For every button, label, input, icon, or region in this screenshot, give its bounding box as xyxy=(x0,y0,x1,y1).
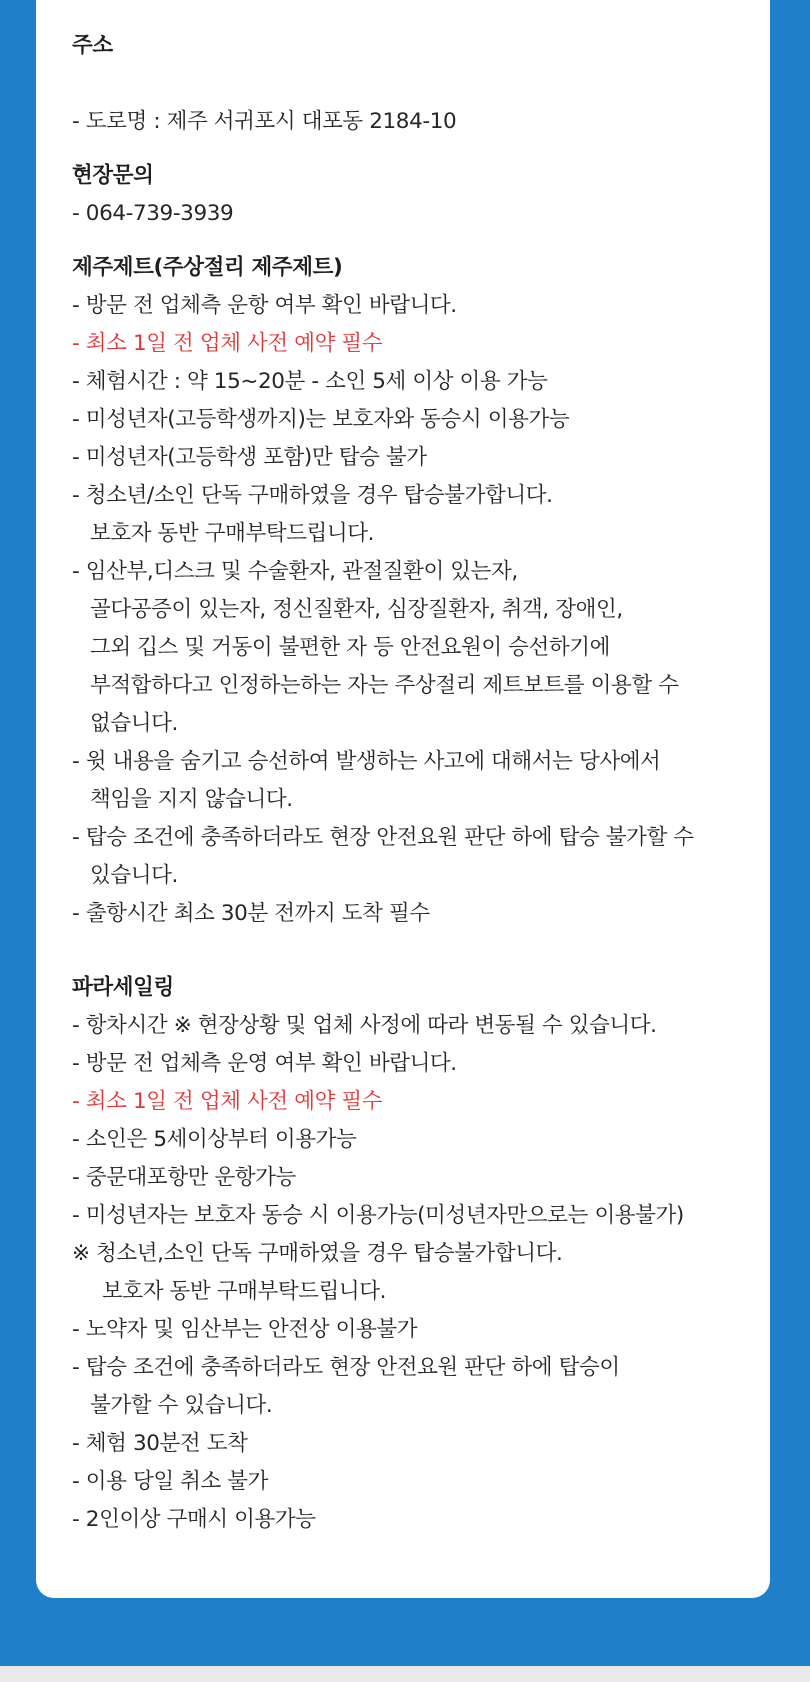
jetboat-line: - 체험시간 : 약 15~20분 - 소인 5세 이상 이용 가능 xyxy=(72,369,548,394)
jetboat-line: - 출항시간 최소 30분 전까지 도착 필수 xyxy=(72,901,430,926)
parasailing-heading: 파라세일링 xyxy=(72,975,174,1000)
jetboat-line: 골다공증이 있는자, 정신질환자, 심장질환자, 취객, 장애인, xyxy=(90,597,623,622)
address-heading: 주소 xyxy=(72,33,113,58)
parasailing-line: ※ 청소년,소인 단독 구매하였을 경우 탑승불가합니다. xyxy=(72,1241,563,1266)
jetboat-line: 부적합하다고 인정하는하는 자는 주상절리 제트보트를 이용할 수 xyxy=(90,673,679,698)
jetboat-line: 없습니다. xyxy=(90,711,178,736)
contact-heading: 현장문의 xyxy=(72,163,154,188)
bottom-bar xyxy=(0,1666,810,1682)
address-road: - 도로명 : 제주 서귀포시 대포동 2184-10 xyxy=(72,109,457,134)
jetboat-line: - 윗 내용을 숨기고 승선하여 발생하는 사고에 대해서는 당사에서 xyxy=(72,749,661,774)
parasailing-line: - 이용 당일 취소 불가 xyxy=(72,1469,269,1494)
parasailing-line: - 탑승 조건에 충족하더라도 현장 안전요원 판단 하에 탑승이 xyxy=(72,1355,620,1380)
jetboat-line: - 탑승 조건에 충족하더라도 현장 안전요원 판단 하에 탑승 불가할 수 xyxy=(72,825,694,850)
jetboat-line-reservation-required: - 최소 1일 전 업체 사전 예약 필수 xyxy=(72,331,383,356)
parasailing-line: - 방문 전 업체측 운영 여부 확인 바랍니다. xyxy=(72,1051,457,1076)
parasailing-line: - 중문대포항만 운항가능 xyxy=(72,1165,296,1190)
jetboat-line: 보호자 동반 구매부탁드립니다. xyxy=(90,521,375,546)
jetboat-line: - 임산부,디스크 및 수술환자, 관절질환이 있는자, xyxy=(72,559,518,584)
jetboat-line: - 미성년자(고등학생까지)는 보호자와 동승시 이용가능 xyxy=(72,407,570,432)
jetboat-line: 그외 깁스 및 거동이 불편한 자 등 안전요원이 승선하기에 xyxy=(90,635,610,660)
contact-phone: - 064-739-3939 xyxy=(72,201,234,226)
jetboat-line: - 미성년자(고등학생 포함)만 탑승 불가 xyxy=(72,445,427,470)
jetboat-line: - 방문 전 업체측 운항 여부 확인 바랍니다. xyxy=(72,293,457,318)
parasailing-line: - 노약자 및 임산부는 안전상 이용불가 xyxy=(72,1317,418,1342)
parasailing-line: 불가할 수 있습니다. xyxy=(90,1393,273,1418)
parasailing-line: - 2인이상 구매시 이용가능 xyxy=(72,1507,316,1532)
jetboat-line: - 청소년/소인 단독 구매하였을 경우 탑승불가합니다. xyxy=(72,483,553,508)
jetboat-line: 책임을 지지 않습니다. xyxy=(90,787,293,812)
parasailing-line: - 항차시간 ※ 현장상황 및 업체 사정에 따라 변동될 수 있습니다. xyxy=(72,1013,657,1038)
parasailing-line: 보호자 동반 구매부탁드립니다. xyxy=(102,1279,387,1304)
parasailing-line: - 체험 30분전 도착 xyxy=(72,1431,248,1456)
parasailing-line-reservation-required: - 최소 1일 전 업체 사전 예약 필수 xyxy=(72,1089,383,1114)
jetboat-line: 있습니다. xyxy=(90,863,178,888)
jetboat-heading: 제주제트(주상절리 제주제트) xyxy=(72,255,343,280)
parasailing-line: - 소인은 5세이상부터 이용가능 xyxy=(72,1127,357,1152)
info-card xyxy=(36,0,770,1598)
parasailing-line: - 미성년자는 보호자 동승 시 이용가능(미성년자만으로는 이용불가) xyxy=(72,1203,684,1228)
